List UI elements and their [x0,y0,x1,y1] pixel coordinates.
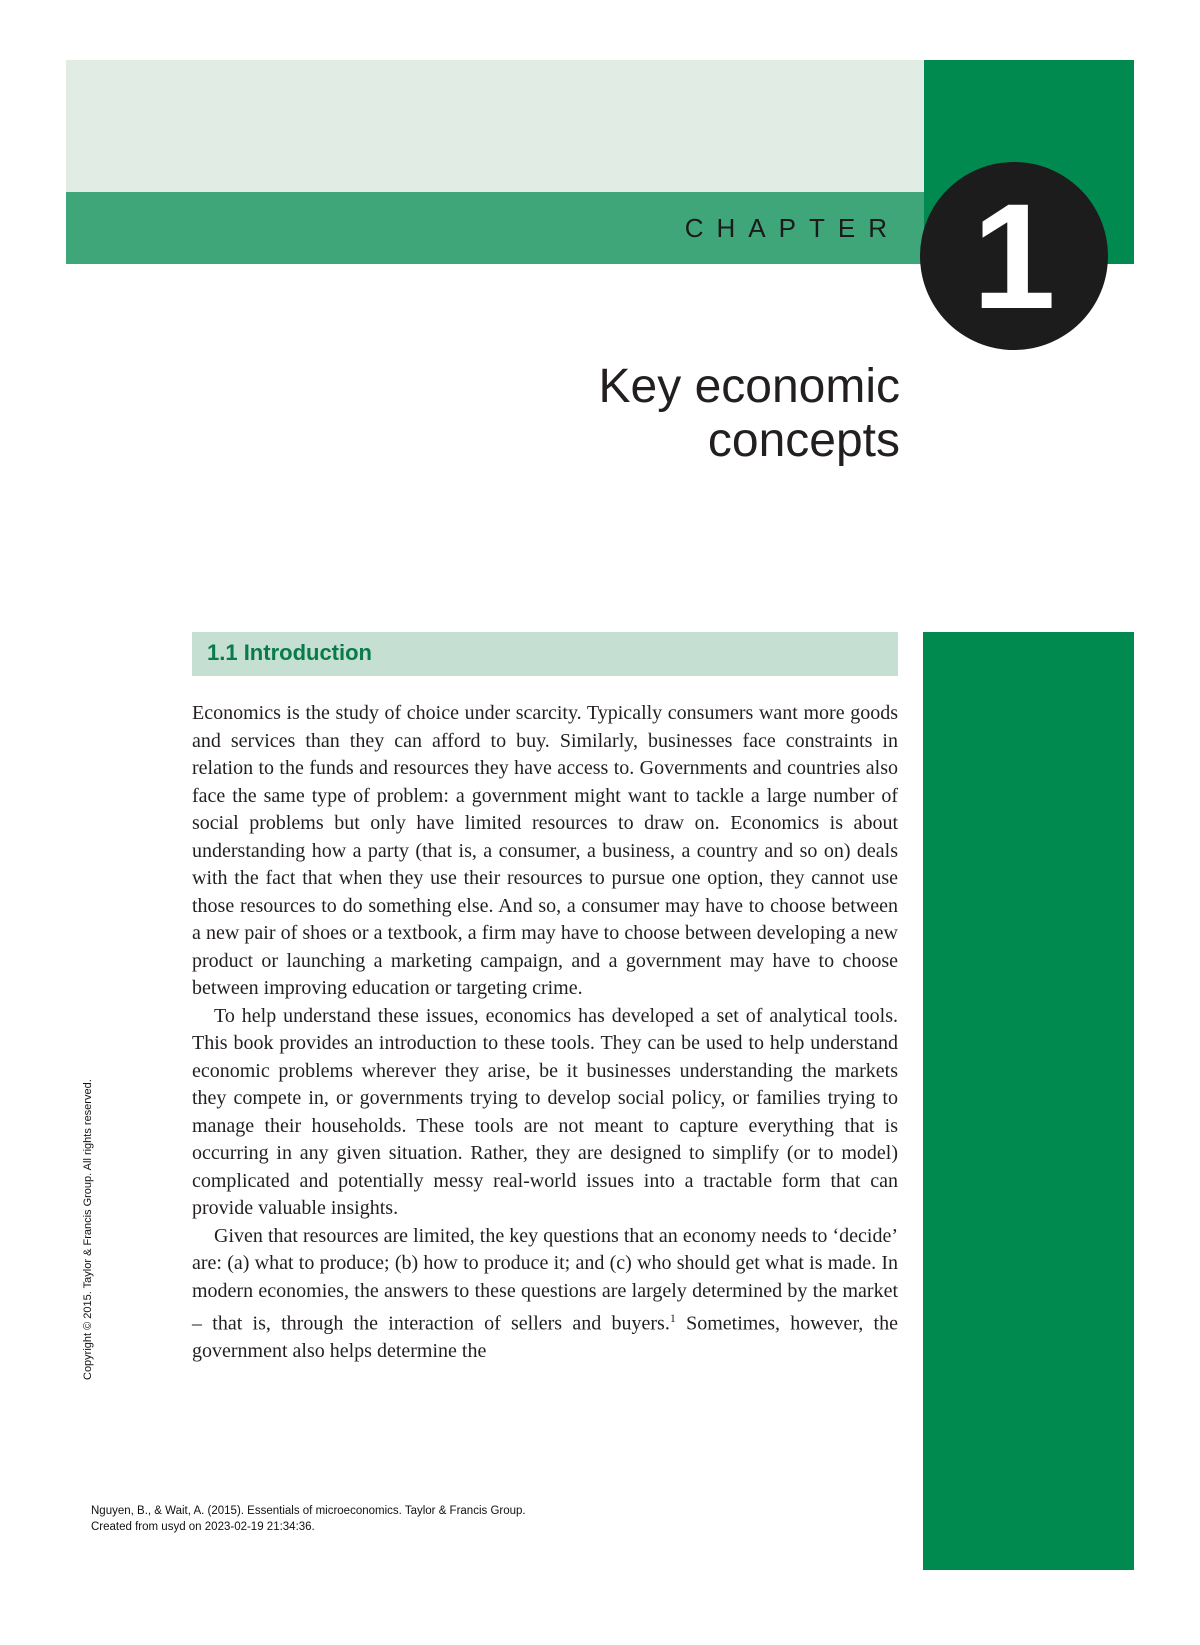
footer-created: Created from usyd on 2023-02-19 21:34:36. [91,1521,315,1533]
side-margin-block [923,632,1134,1570]
paragraph-3-text: Given that resources are limited, the key questions that an economy needs to ‘decide’ are: (a) what to produce; (b) how to produce it; and (c) who should get what is made. In modern economies, the answers to these questions are largely determined by the market – that is, through the interaction of sellers and buyers. [192,1224,898,1335]
footer-citation: Nguyen, B., & Wait, A. (2015). Essentials of microeconomics. Taylor & Francis Group. [91,1505,526,1517]
copyright-notice: Copyright © 2015. Taylor & Francis Group. All rights reserved. [82,1079,94,1380]
chapter-title-line-2: concepts [707,414,900,467]
paragraph-1: Economics is the study of choice under scarcity. Typically consumers want more goods and services than they can afford to buy. Similarly, businesses face constraints in relation to the funds and resources they have access to. Governments and countries also face the same type of problem: a government might want to tackle a large number of social problems but only have limited resources to draw on. Economics is about understanding how a party (that is, a consumer, a business, a country and so on) deals with the fact that when they use their resources to pursue one option, they cannot use those resources to do something else. And so, a consumer may have to choose between a new pair of shoes or a textbook, a firm may have to choose between developing a new product or launching a marketing campaign, and a government may have to choose between improving education or targeting crime. [192,702,898,999]
paragraph-3 [192,1223,898,1366]
paragraph-2: To help understand these issues, economics has developed a set of analytical tools. This book provides an introduction to these tools. They can be used to help understand economic problems wherever they arise, be it businesses understanding the markets they compete in, or governments trying to develop social policy, or families trying to manage their households. These tools are not meant to capture everything that is occurring in any given situation. Rather, they are designed to simplify (or to model) complicated and potentially messy real-world issues into a tractable form that can provide valuable insights. [192,1004,898,1219]
body-text [192,700,898,1366]
paragraph-3-tail: Sometimes, however, the government also helps determine the [192,1312,898,1363]
chapter-title [380,360,900,468]
footnote-marker[interactable]: 1 [669,1311,676,1325]
section-heading: 1.1 Introduction [207,640,372,665]
chapter-number-badge: 1 [920,162,1108,350]
chapter-title-line-1: Key economic [598,360,900,413]
header-band-light [66,60,924,192]
footer [91,1503,526,1535]
chapter-label: CHAPTER [684,213,900,243]
